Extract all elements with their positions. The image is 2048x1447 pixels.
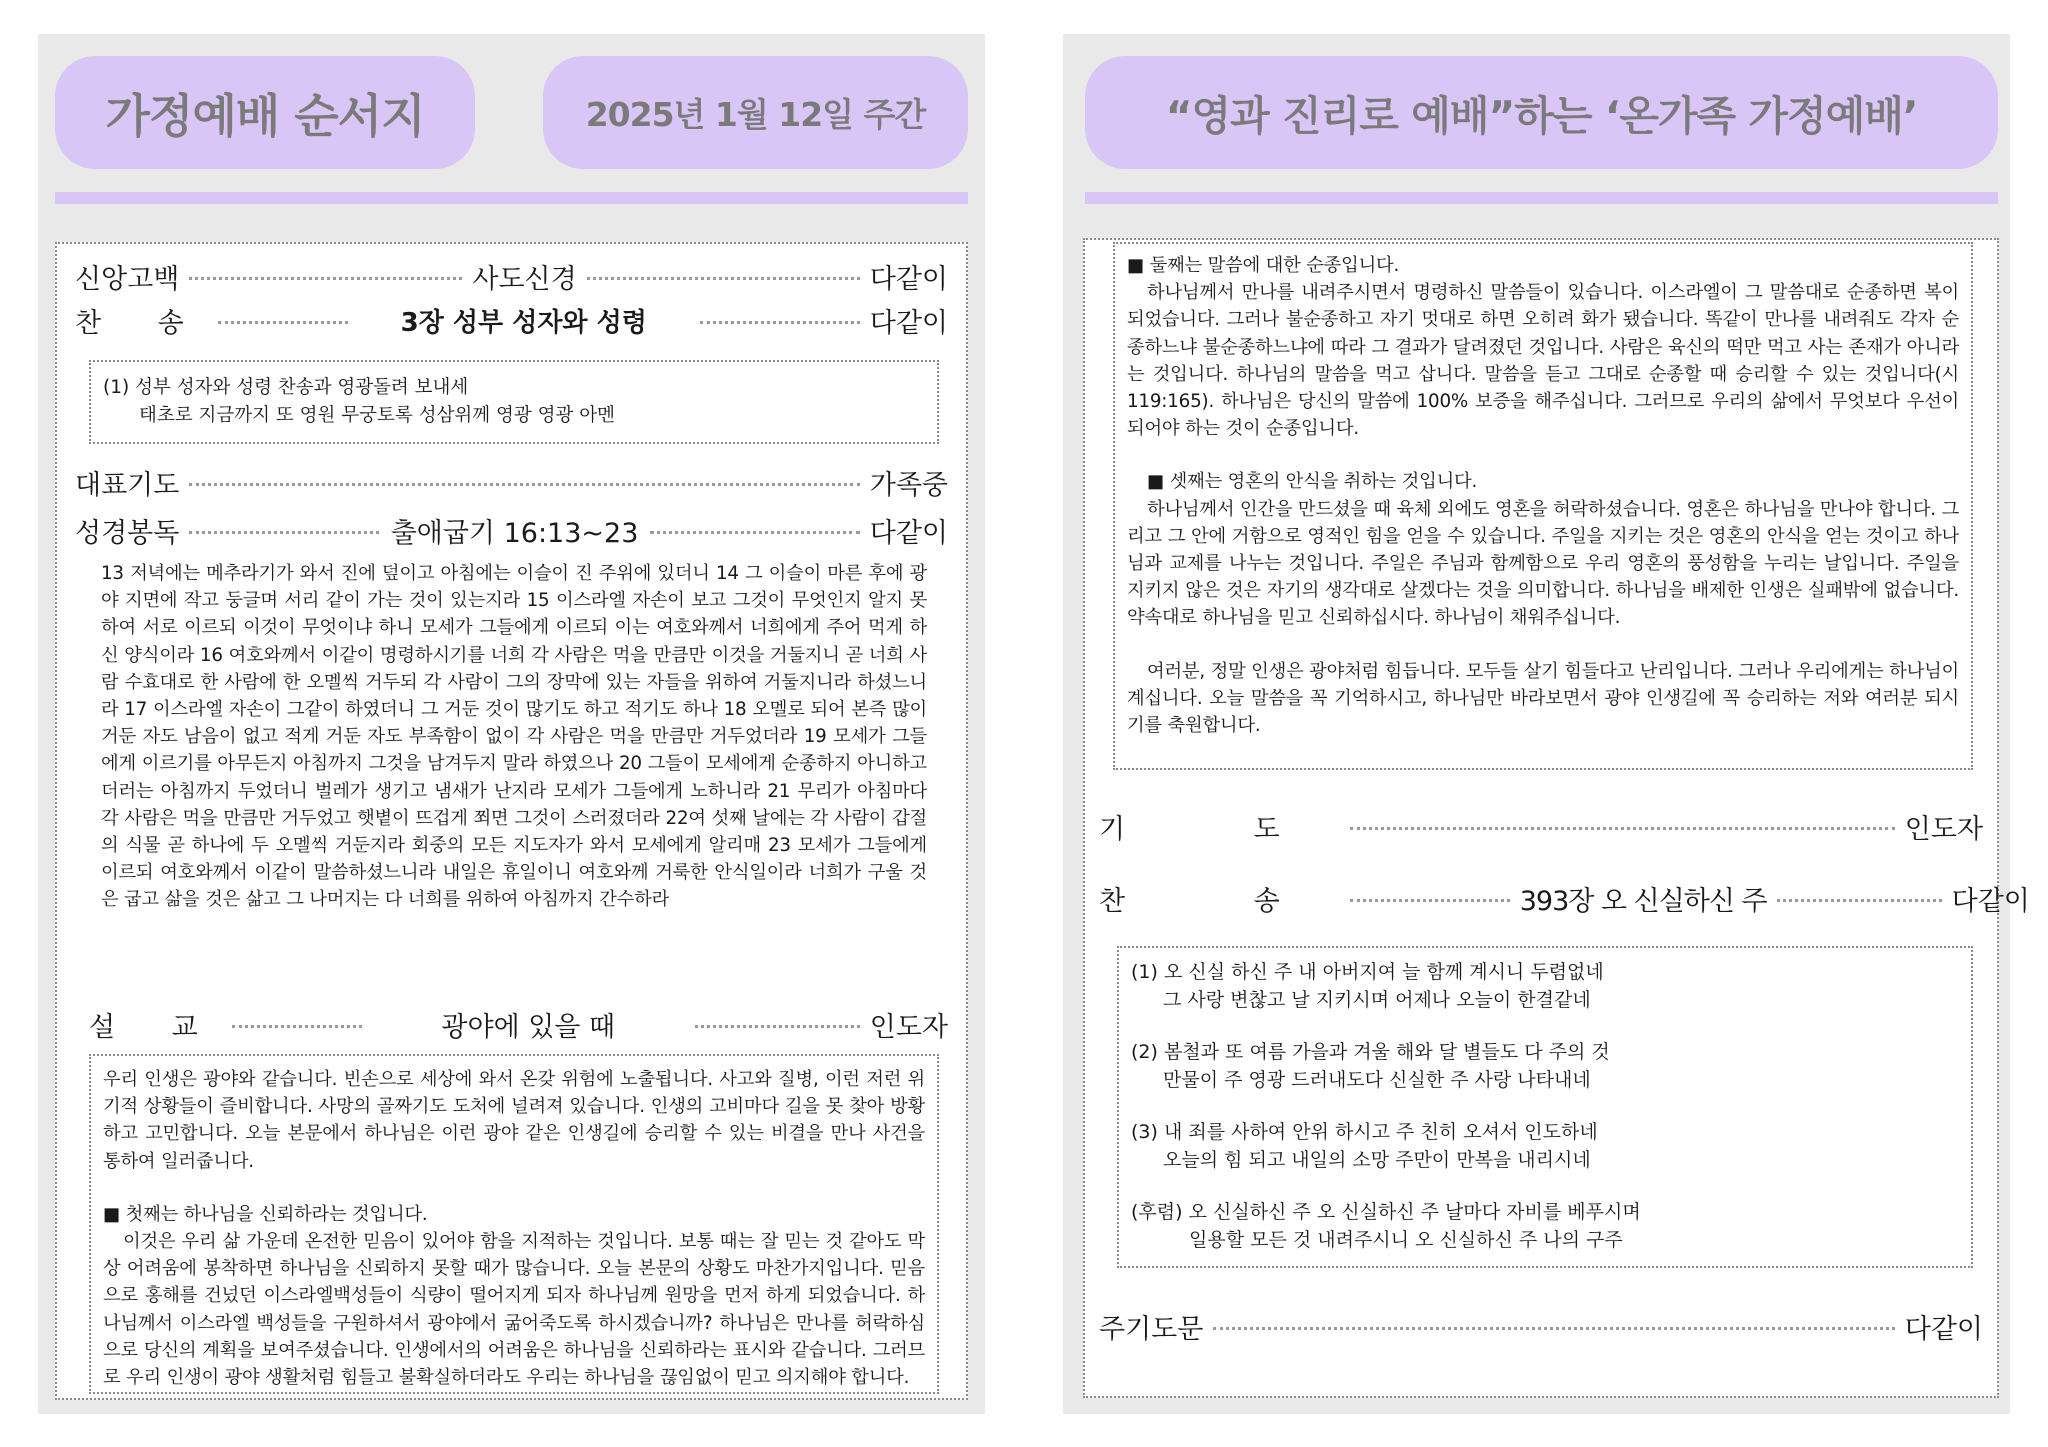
spacer	[1131, 1094, 1959, 1118]
sermon-box	[89, 1054, 939, 1394]
sermon-middle: 광야에 있을 때	[441, 1011, 616, 1043]
left-page	[38, 34, 985, 1414]
week-date: 2025년 1월 12일 주간	[543, 56, 968, 169]
row-sermon	[89, 1004, 948, 1044]
leader-dots	[700, 321, 860, 324]
hymn-label: 찬 송	[75, 307, 208, 339]
closing-hymn-label: 찬 송	[1099, 885, 1340, 917]
closing-prayer-label: 기 도	[1099, 813, 1340, 845]
hymn-middle: 3장 성부 성자와 성령	[400, 307, 647, 338]
left-content-box	[55, 242, 968, 1400]
leader-dots	[1350, 899, 1510, 902]
reading-role: 다같이	[869, 517, 948, 549]
right-content-box	[1083, 238, 2030, 1398]
row-reading	[75, 510, 948, 550]
closing-prayer-role: 인도자	[1904, 813, 1983, 845]
point1-body: 이것은 우리 삶 가운데 온전한 믿음이 있어야 함을 지적하는 것입니다. 보통 때는 잘 믿는 것 같아도 막상 어려움에 봉착하면 하나님을 신뢰하지 못할 때가 많습니다. 오늘 본문의 상황도 마찬가지입니다. 믿음으로 홍해를 건넜던 이스라엘백성들이 식량이 떨어지게 되자 하나님께 원망을 먼저 하게 되었습니다. 하나님께서 이스라엘 백성들을 구원하셔서 광야에서 굶어죽도록 하시겠습니까? 하나님은 만나를 허락하심으로 당신의 계획을 보여주셨습니다. 인생에서의 어려움은 하나님을 신뢰하라는 표시와 같습니다. 그러므로 우리 인생이 광야 생활처럼 힘들고 불확실하더라도 우리는 하나님을 끊임없이 믿고 의지해야 합니다.	[103, 1231, 925, 1389]
leader-dots	[189, 531, 379, 534]
row-hymn	[75, 300, 948, 340]
leader-dots	[695, 1025, 860, 1028]
point1-title: ■ 첫째는 하나님을 신뢰하라는 것입니다.	[103, 1203, 428, 1225]
closing-hymn-middle: 393장 오 신실하신 주	[1519, 885, 1767, 917]
creed-role: 다같이	[869, 263, 948, 295]
closing-text: 여러분, 정말 인생은 광야처럼 힘듭니다. 모두들 살기 힘들다고 난리입니다. 그러나 우리에게는 하나님이 계십니다. 오늘 말씀을 꼭 기억하시고, 하나님만 바라보면서 광야 인생길에 꼭 승리하는 저와 여러분 되시기를 축원합니다.	[1127, 660, 1959, 737]
point3-body: 하나님께서 인간을 만드셨을 때 육체 외에도 영혼을 허락하셨습니다. 영혼은 하나님을 만나야 합니다. 그리고 그 안에 거함으로 영적인 힘을 얻을 수 있습니다. 주일을 지키는 것은 영혼의 안식을 얻는 것이고 하나님과 교제를 나누는 것입니다. 주일은 주님과 함께함으로 우리 영혼의 풍성함을 누리는 날입니다. 주일을 지키지 않은 것은 자기의 생각대로 살겠다는 것을 의미합니다. 하나님을 배제한 인생은 실패밖에 없습니다. 약속대로 하나님을 믿고 신뢰하십시다. 하나님이 채워주십니다.	[1127, 498, 1959, 629]
hymn-role: 다같이	[869, 307, 948, 339]
scripture-text: 13 저녁에는 메추라기가 와서 진에 덮이고 아침에는 이슬이 진 주위에 있더니 14 그 이슬이 마른 후에 광야 지면에 작고 둥글며 서리 같이 가는 것이 있는지라 15 이스라엘 자손이 보고 그것이 무엇인지 알지 못하여 서로 이르되 이것이 무엇이냐 하니 모세가 그들에게 이르되 이는 여호와께서 너희에게 주어 먹게 하신 양식이라 16 여호와께서 이같이 명령하시기를 너희 각 사람은 먹을 만큼만 이것을 거둘지니 곧 너희 사람 수효대로 한 사람에 한 오멜씩 거두되 각 사람이 그의 장막에 있는 자들을 위하여 거둘지니라 하셨느니라 17 이스라엘 자손이 그같이 하였더니 그 거둔 것이 많기도 하고 적기도 하나 18 오멜로 되어 본즉 많이 거둔 자도 남음이 없고 적게 거둔 자도 부족함이 없이 각 사람은 먹을 만큼만 거두었더라 19 모세가 그들에게 이르기를 아무든지 아침까지 그것을 남겨두지 말라 하였으나 20 그들이 모세에게 순종하지 아니하고 더러는 아침까지 두었더니 벌레가 생기고 냄새가 난지라 모세가 그들에게 노하니라 21 무리가 아침마다 각 사람은 먹을 만큼만 거두었고 햇볕이 뜨겁게 쬐면 그것이 스러졌더라 22여 섯째 날에는 각 사람이 갑절의 식물 곧 하나에 두 오멜씩 거둔지라 회중의 모든 지도자가 와서 모세에게 알리매 23 모세가 그들에게 이르되 여호와께서 이같이 말씀하셨느니라 내일은 휴일이니 여호와께 거룩한 안식일이라 너희가 구울 것은 굽고 삶을 것은 삶고 그 나머지는 다 너희를 위하여 아침까지 간수하라	[101, 563, 927, 911]
point2-body: 하나님께서 만나를 내려주시면서 명령하신 말씀들이 있습니다. 이스라엘이 그 말씀대로 순종하면 복이 되었습니다. 그러나 불순종하고 자기 멋대로 하면 오히려 화가 됐습니다. 똑같이 만나를 내려줘도 각자 순종하느냐 불순종하느냐에 따라 그 결과가 달려졌던 것입니다. 사람은 육신의 떡만 먹고 사는 존재가 아니라는 것입니다. 하나님의 말씀을 먹고 삽니다. 말씀을 듣고 그대로 순종할 때 승리할 수 있는 것입니다(시119:165). 하나님은 당신의 말씀에 100% 보증을 해주십니다. 그러므로 우리의 삶에서 무엇보다 우선이 되어야 하는 것이 순종입니다.	[1127, 282, 1959, 440]
sermon-role: 인도자	[869, 1011, 948, 1043]
lords-prayer-label: 주기도문	[1099, 1313, 1204, 1345]
closing-hymn-role: 다같이	[1951, 885, 2030, 917]
lyric-line: 만물이 주 영광 드러내도다 신실한 주 사랑 나타내네	[1163, 1069, 1591, 1091]
lords-prayer-role: 다같이	[1904, 1313, 1983, 1345]
row-lords-prayer	[1099, 1306, 1983, 1346]
leader-dots	[218, 321, 348, 324]
point3-title: ■ 셋째는 영혼의 안식을 취하는 것입니다.	[1147, 471, 1478, 493]
reading-middle: 출애굽기 16:13~23	[390, 517, 639, 549]
spacer	[1127, 632, 1959, 658]
sermon-continued-box	[1113, 242, 1973, 770]
leader-dots	[587, 277, 860, 280]
leader-dots	[650, 531, 860, 534]
sermon-intro: 우리 인생은 광야와 같습니다. 빈손으로 세상에 와서 온갖 위험에 노출됩니다. 사고와 질병, 이런 저런 위기적 상황들이 즐비합니다. 사망의 골짜기도 도처에 널려져 있습니다. 인생의 고비마다 길을 못 찾아 방황하고 고민합니다. 오늘 본문에서 하나님은 이런 광야 같은 인생길에 승리할 수 있는 비결을 만나 사건을 통하여 일러줍니다.	[103, 1069, 926, 1172]
leader-dots	[1213, 1327, 1894, 1330]
worship-title: “영과 진리로 예배”하는 ‘온가족 가정예배’	[1085, 56, 1998, 169]
lyric-line: (1) 오 신실 하신 주 내 아버지여 늘 함께 계시니 두렴없네	[1131, 961, 1604, 983]
leader-dots	[1777, 899, 1942, 902]
lyric-line: (3) 내 죄를 사하여 안위 하시고 주 친히 오셔서 인도하네	[1131, 1121, 1598, 1143]
creed-middle: 사도신경	[472, 263, 577, 295]
spacer	[1131, 1014, 1959, 1038]
leader-dots	[189, 483, 859, 486]
prayer-label: 대표기도	[75, 469, 180, 501]
leader-dots	[232, 1025, 362, 1028]
lyric-line: (2) 봄철과 또 여름 가을과 겨울 해와 달 별들도 다 주의 것	[1131, 1041, 1610, 1063]
reading-label: 성경봉독	[75, 517, 180, 549]
title-rule	[1085, 192, 1998, 204]
prayer-role: 가족중	[869, 469, 948, 501]
row-closing-hymn	[1099, 878, 2030, 918]
lyric-line: 그 사랑 변찮고 날 지키시며 어제나 오늘이 한결같네	[1163, 989, 1591, 1011]
lyric-line: (1) 성부 성자와 성령 찬송과 영광돌려 보내세	[103, 377, 469, 398]
leader-dots	[189, 277, 462, 280]
spacer	[1131, 1174, 1959, 1198]
lyric-line: 태초로 지금까지 또 영원 무궁토록 성삼위께 영광 영광 아멘	[139, 405, 615, 426]
closing-hymn-lyrics-box	[1117, 946, 1973, 1268]
order-title: 가정예배 순서지	[55, 56, 475, 169]
sermon-label: 설 교	[89, 1011, 222, 1043]
row-closing-prayer	[1099, 806, 1983, 846]
lyric-line: 오늘의 힘 되고 내일의 소망 주만이 만복을 내리시네	[1163, 1149, 1591, 1171]
leader-dots	[1350, 827, 1895, 830]
hymn-lyrics-box	[89, 360, 939, 444]
right-page	[1063, 34, 2030, 1414]
row-prayer	[75, 462, 948, 502]
spacer	[1127, 442, 1959, 468]
spacer	[103, 1175, 925, 1201]
row-creed	[75, 256, 948, 296]
title-rule	[55, 192, 968, 204]
creed-label: 신앙고백	[75, 263, 180, 295]
lyric-line: 일용할 모든 것 내려주시니 오 신실하신 주 나의 구주	[1189, 1229, 1623, 1251]
point2-title: ■ 둘째는 말씀에 대한 순종입니다.	[1127, 255, 1400, 276]
lyric-line: (후렴) 오 신실하신 주 오 신실하신 주 날마다 자비를 베푸시며	[1131, 1201, 1641, 1223]
